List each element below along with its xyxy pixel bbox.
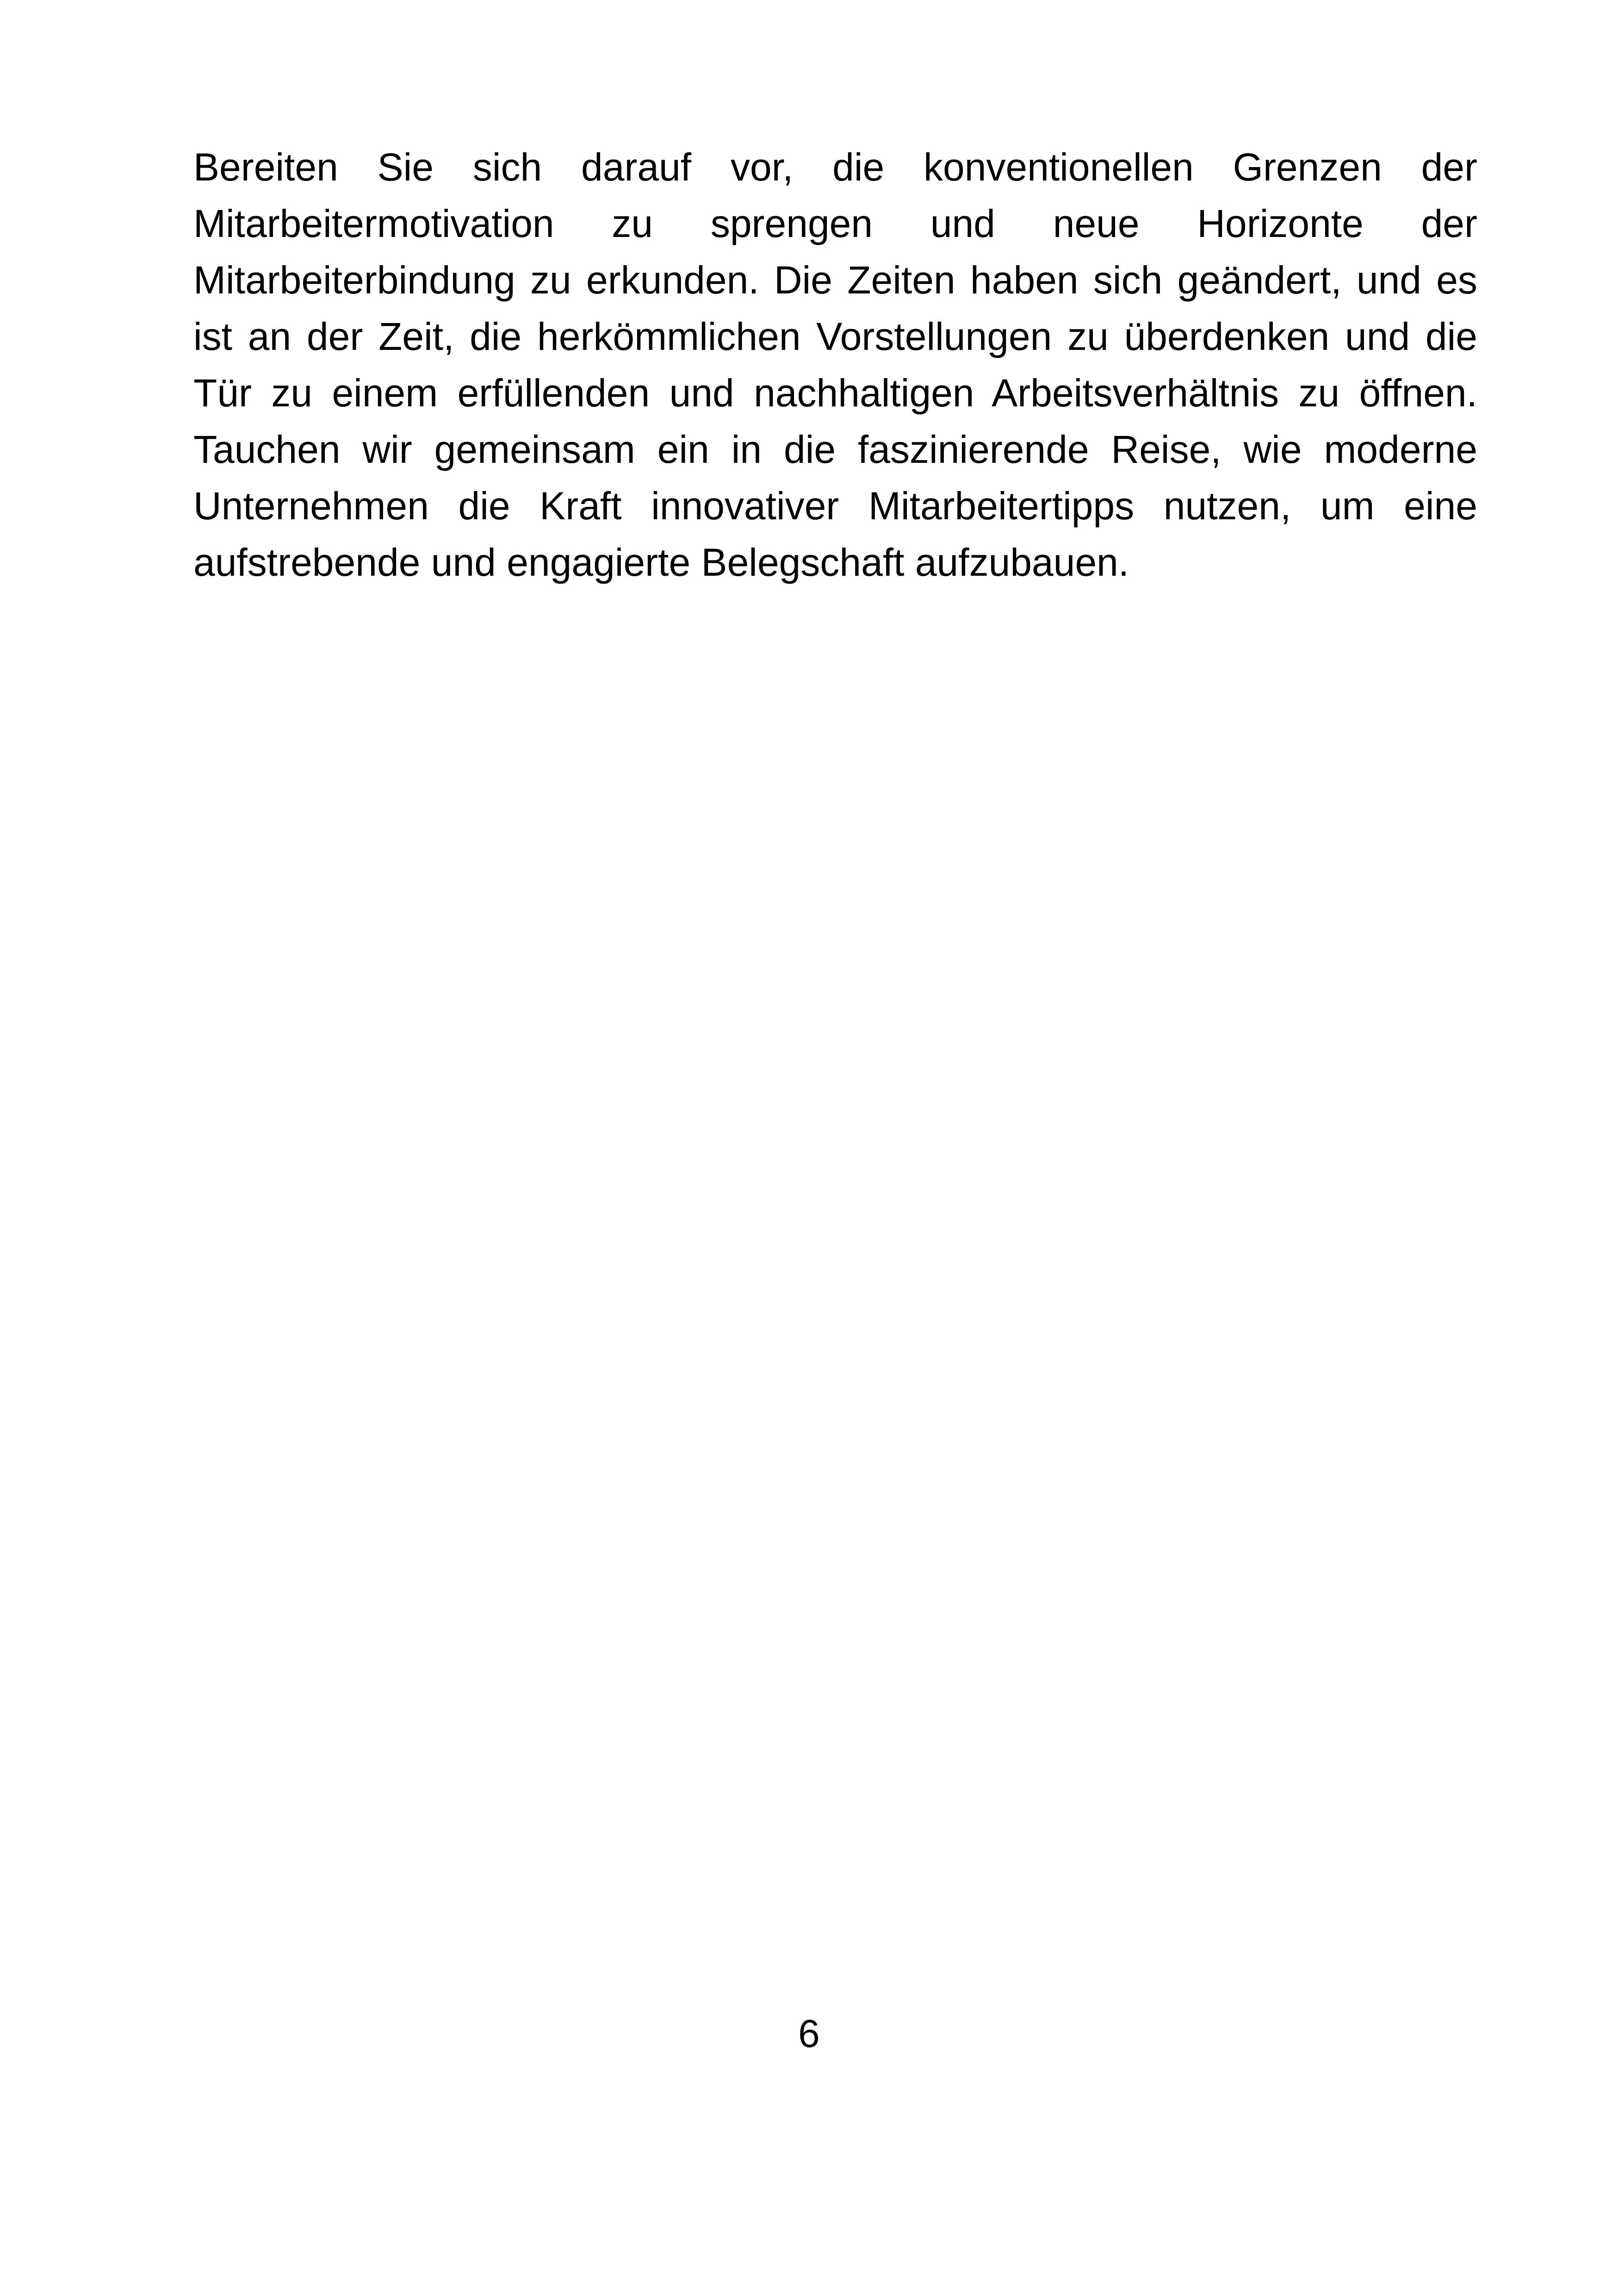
body-paragraph: Bereiten Sie sich darauf vor, die konventionellen Grenzen der Mitarbeitermotivation zu sprengen und neue Horizonte der Mitarbeiterbindung zu erkunden. Die Zeiten haben sich geändert, und es ist an der Zeit, die herkömmlichen Vorstellungen zu überdenken und die Tür zu einem erfüllenden und nachhaltigen Arbeitsverhältnis zu öffnen. Tauchen wir gemeinsam ein in die faszinierende Reise, wie moderne Unternehmen die Kraft innovativer Mitarbeitertipps nutzen, um eine aufstrebende und engagierte Belegschaft aufzubauen. [193, 145, 1477, 584]
page-number: 6 [798, 2012, 820, 2055]
